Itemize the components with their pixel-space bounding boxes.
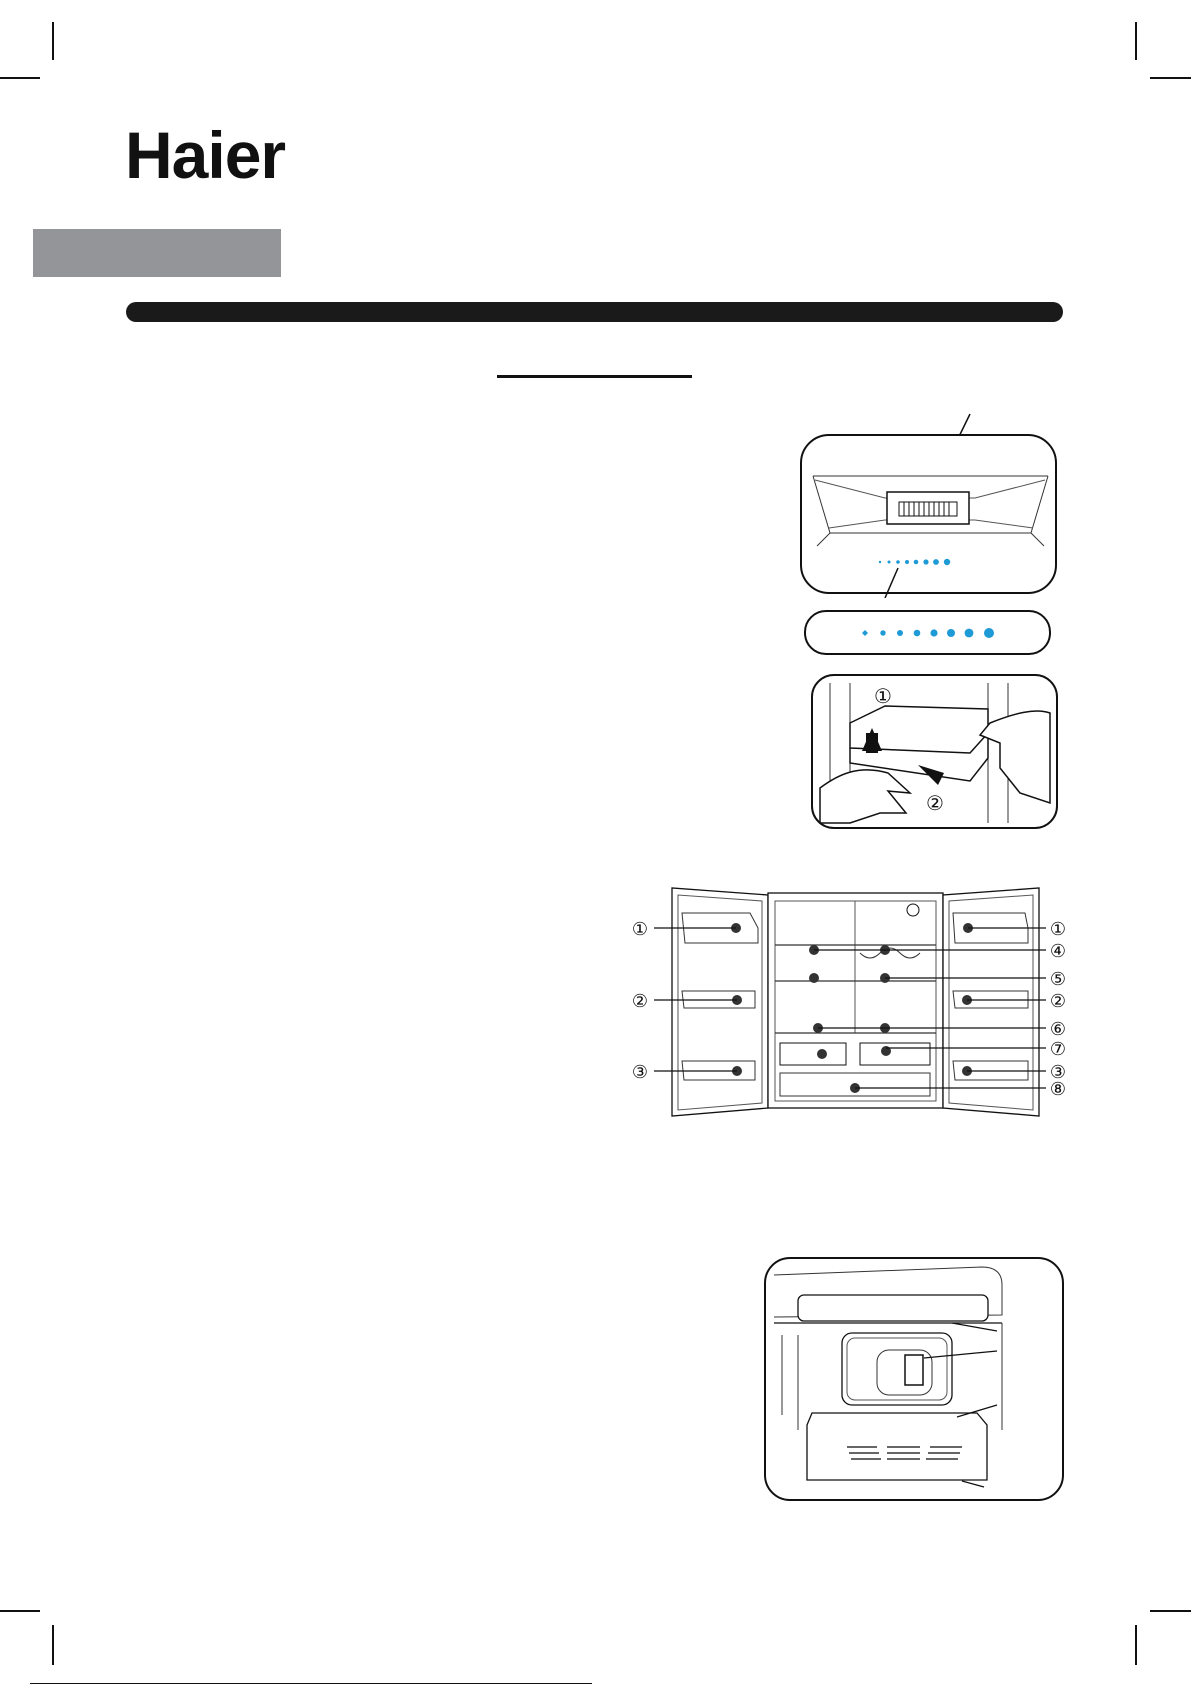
temperature-control-panel-figure [795,408,1070,598]
crop-mark [1135,22,1137,60]
step-label-1: ① [874,684,892,708]
callout-right-1: ① [1049,919,1067,940]
callout-left-2: ② [631,991,649,1012]
callout-right-6: ⑥ [1049,1019,1067,1040]
callout-right-4: ④ [1049,941,1067,962]
callout-right-2: ② [1049,991,1067,1012]
crop-mark [1135,1625,1137,1665]
crop-mark [52,22,54,60]
crop-mark [1150,77,1191,79]
filter-compartment-figure [762,1255,1067,1503]
callout-left-1: ① [631,919,649,940]
crop-mark [1150,1610,1191,1612]
refrigerator-interior-diagram [630,883,1070,1123]
crop-mark [0,77,40,79]
shelf-removal-figure [810,673,1060,831]
section-tab [33,229,281,277]
section-heading-underline [497,375,692,378]
haier-logo: Haier [125,118,286,192]
callout-right-8: ⑧ [1049,1079,1067,1100]
step-label-2: ② [926,791,944,815]
footer-rule [30,1683,592,1684]
temperature-indicator-strip [803,608,1053,658]
crop-mark [0,1610,40,1612]
callout-left-3: ③ [631,1062,649,1083]
callout-right-7: ⑦ [1049,1039,1067,1060]
crop-mark [52,1625,54,1665]
callout-right-5: ⑤ [1049,969,1067,990]
callout-right-3: ③ [1049,1062,1067,1083]
header-rule [126,302,1063,322]
